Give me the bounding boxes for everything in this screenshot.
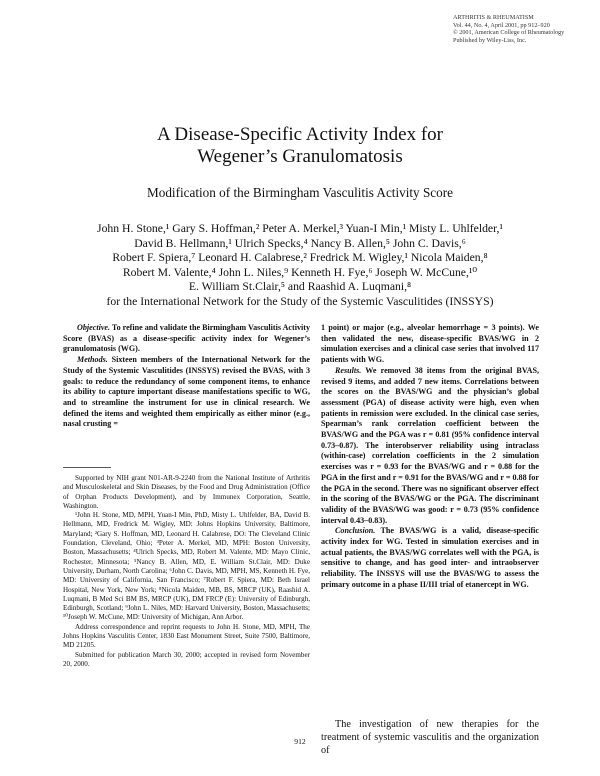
- results-text: We removed 38 items from the original BVAS, revised 9 items, and added 7 new items. Correlations between the scores on the BVAS/WG and the physician’s global assessment (PGA) of disease activity were high, even when patients in remission were excluded. In the clinical case series, Spearman’s rank correlation coefficient between the BVAS/WG and the PGA was r = 0.81 (95% confidence interval 0.73–0.87). The interobserver reliability using intraclass (within-case) correlation coefficients in the 2 simulation exercises was r = 0.93 for the BVAS/WG and r = 0.88 for the PGA in the first and r = 0.91 for the BVAS/WG and r = 0.88 for the PGA in the second. There was no significant observer effect in the scoring of the BVAS/WG or the PGA. The discriminant validity of the BVAS/WG was good: r = 0.73 (95% confidence interval 0.43–0.83).: [321, 365, 539, 525]
- footnote-dates: Submitted for publication March 30, 2000; accepted in revised form November 20, 2000.: [63, 650, 310, 668]
- conclusion-label: Conclusion.: [335, 526, 376, 536]
- journal-volume: Vol. 44, No. 4, April 2001, pp 912–920: [453, 21, 550, 29]
- journal-publisher: Published by Wiley-Liss, Inc.: [453, 36, 527, 44]
- body-paragraph: The investigation of new therapies for the treatment of systemic vasculitis and the organization of: [321, 719, 539, 757]
- abstract-methods: [63, 355, 310, 430]
- results-label: Results.: [335, 365, 362, 375]
- page-number: 912: [294, 737, 306, 746]
- abstract-conclusion: [321, 526, 539, 590]
- author-line: David B. Hellmann,¹ Ulrich Specks,⁴ Nancy B. Allen,⁵ John C. Davis,⁶: [134, 236, 466, 250]
- abstract-left-column: [63, 323, 310, 430]
- author-line: E. William St.Clair,⁵ and Raashid A. Luqmani,⁸: [188, 280, 412, 294]
- footnotes: [63, 474, 310, 669]
- abstract-results: [321, 366, 539, 527]
- article-subtitle: Modification of the Birmingham Vasculitis Activity Score: [147, 185, 453, 200]
- footnote-correspondence: Address correspondence and reprint requests to John H. Stone, MD, MPH, The Johns Hopkins Vasculitis Center, 1830 East Monument Street, Suite 7500, Baltimore, MD 21205.: [63, 622, 310, 650]
- conclusion-text: The BVAS/WG is a valid, disease-specific activity index for WG. Tested in simulation exercises and in actual patients, the BVAS/WG correlates well with the PGA, is sensitive to change, and has good inter- and intraobserver reliability. The INSSYS will use the BVAS/WG to assess the primary outcome in a phase II/III trial of etanercept in WG.: [321, 526, 539, 589]
- journal-name: ARTHRITIS & RHEUMATISM: [453, 14, 534, 21]
- footnote-funding: Supported by NIH grant N01-AR-9-2240 from the National Institute of Arthritis and Musculoskeletal and Skin Diseases, by the Food and Drug Administration (Office of Orphan Products Development), and by Immunex Corporation, Seattle, Washington.: [63, 474, 310, 510]
- abstract-right-column: [321, 323, 539, 591]
- article-title-line-2: Wegener’s Granulomatosis: [197, 146, 403, 167]
- footnote-affiliations: ¹John H. Stone, MD, MPH, Yuan-I Min, PhD, Misty L. Uhlfelder, BA, David B. Hellmann, MD, Fredrick M. Wigley, MD: Johns Hopkins University, Baltimore, Maryland; ²Gary S. Hoffman, MD, Leonard H. Calabrese, DO: The Cleveland Clinic Foundation, Cleveland, Ohio; ³Peter A. Merkel, MD, MPH: Boston University, Boston, Massachusetts; ⁴Ulrich Specks, MD, Robert M. Valente, MD: Mayo Clinic, Rochester, Minnesota; ⁵Nancy B. Allen, MD, E. William St.Clair, MD: Duke University, Durham, North Carolina; ⁶John C. Davis, MD, MPH, MS, Kenneth H. Fye, MD: University of California, San Francisco; ⁷Robert F. Spiera, MD: Beth Israel Hospital, New York, New York; ⁸Nicola Maiden, MB, BS, MRCP (UK), Raashid A. Luqmani, B Med Sci BM BS, MRCP (UK), DM FRCP (E): University of Edinburgh, Edinburgh, Scotland; ⁹John L. Niles, MD: Harvard University, Boston, Massachusetts; ¹⁰Joseph W. McCune, MD: University of Michigan, Ann Arbor.: [63, 511, 310, 622]
- objective-label: Objective.: [77, 323, 111, 332]
- footnote-divider: [63, 467, 111, 468]
- author-line: Robert F. Spiera,⁷ Leonard H. Calabrese,² Fredrick M. Wigley,¹ Nicola Maiden,⁸: [112, 251, 488, 265]
- abstract-objective: [63, 323, 310, 355]
- journal-copyright: © 2001, American College of Rheumatology: [453, 29, 565, 37]
- author-line: Robert M. Valente,⁴ John L. Niles,⁹ Kenneth H. Fye,⁶ Joseph W. McCune,¹⁰: [122, 265, 478, 279]
- article-title-line-1: A Disease-Specific Activity Index for: [157, 124, 443, 145]
- author-group-line: for the International Network for the Study of the Systemic Vasculitides (INSSYS): [106, 294, 494, 308]
- methods-text: Sixteen members of the International Network for the Study of the Systemic Vasculitides (INSSYS) revised the BVAS, with 3 goals: to reduce the redundancy of some component items, to enhance its ability to capture important disease manifestations specific to WG, and to streamline the instrument for use in clinical research. We defined the items and weighted them empirically as either minor (e.g., nasal crusting =: [63, 355, 310, 429]
- author-line: John H. Stone,¹ Gary S. Hoffman,² Peter A. Merkel,³ Yuan-I Min,¹ Misty L. Uhlfelder,¹: [97, 222, 503, 235]
- abstract-methods-continued: 1 point) or major (e.g., alveolar hemorrhage = 3 points). We then validated the new, disease-specific BVAS/WG in 2 simulation exercises and a clinical case series that involved 117 patients with WG.: [321, 323, 539, 365]
- objective-text: To refine and validate the Birmingham Vasculitis Activity Score (BVAS) as a disease-specific activity index for Wegener’s granulomatosis (WG).: [63, 323, 310, 354]
- author-list: [0, 222, 600, 310]
- methods-label: Methods.: [77, 355, 108, 365]
- journal-header: [453, 14, 593, 44]
